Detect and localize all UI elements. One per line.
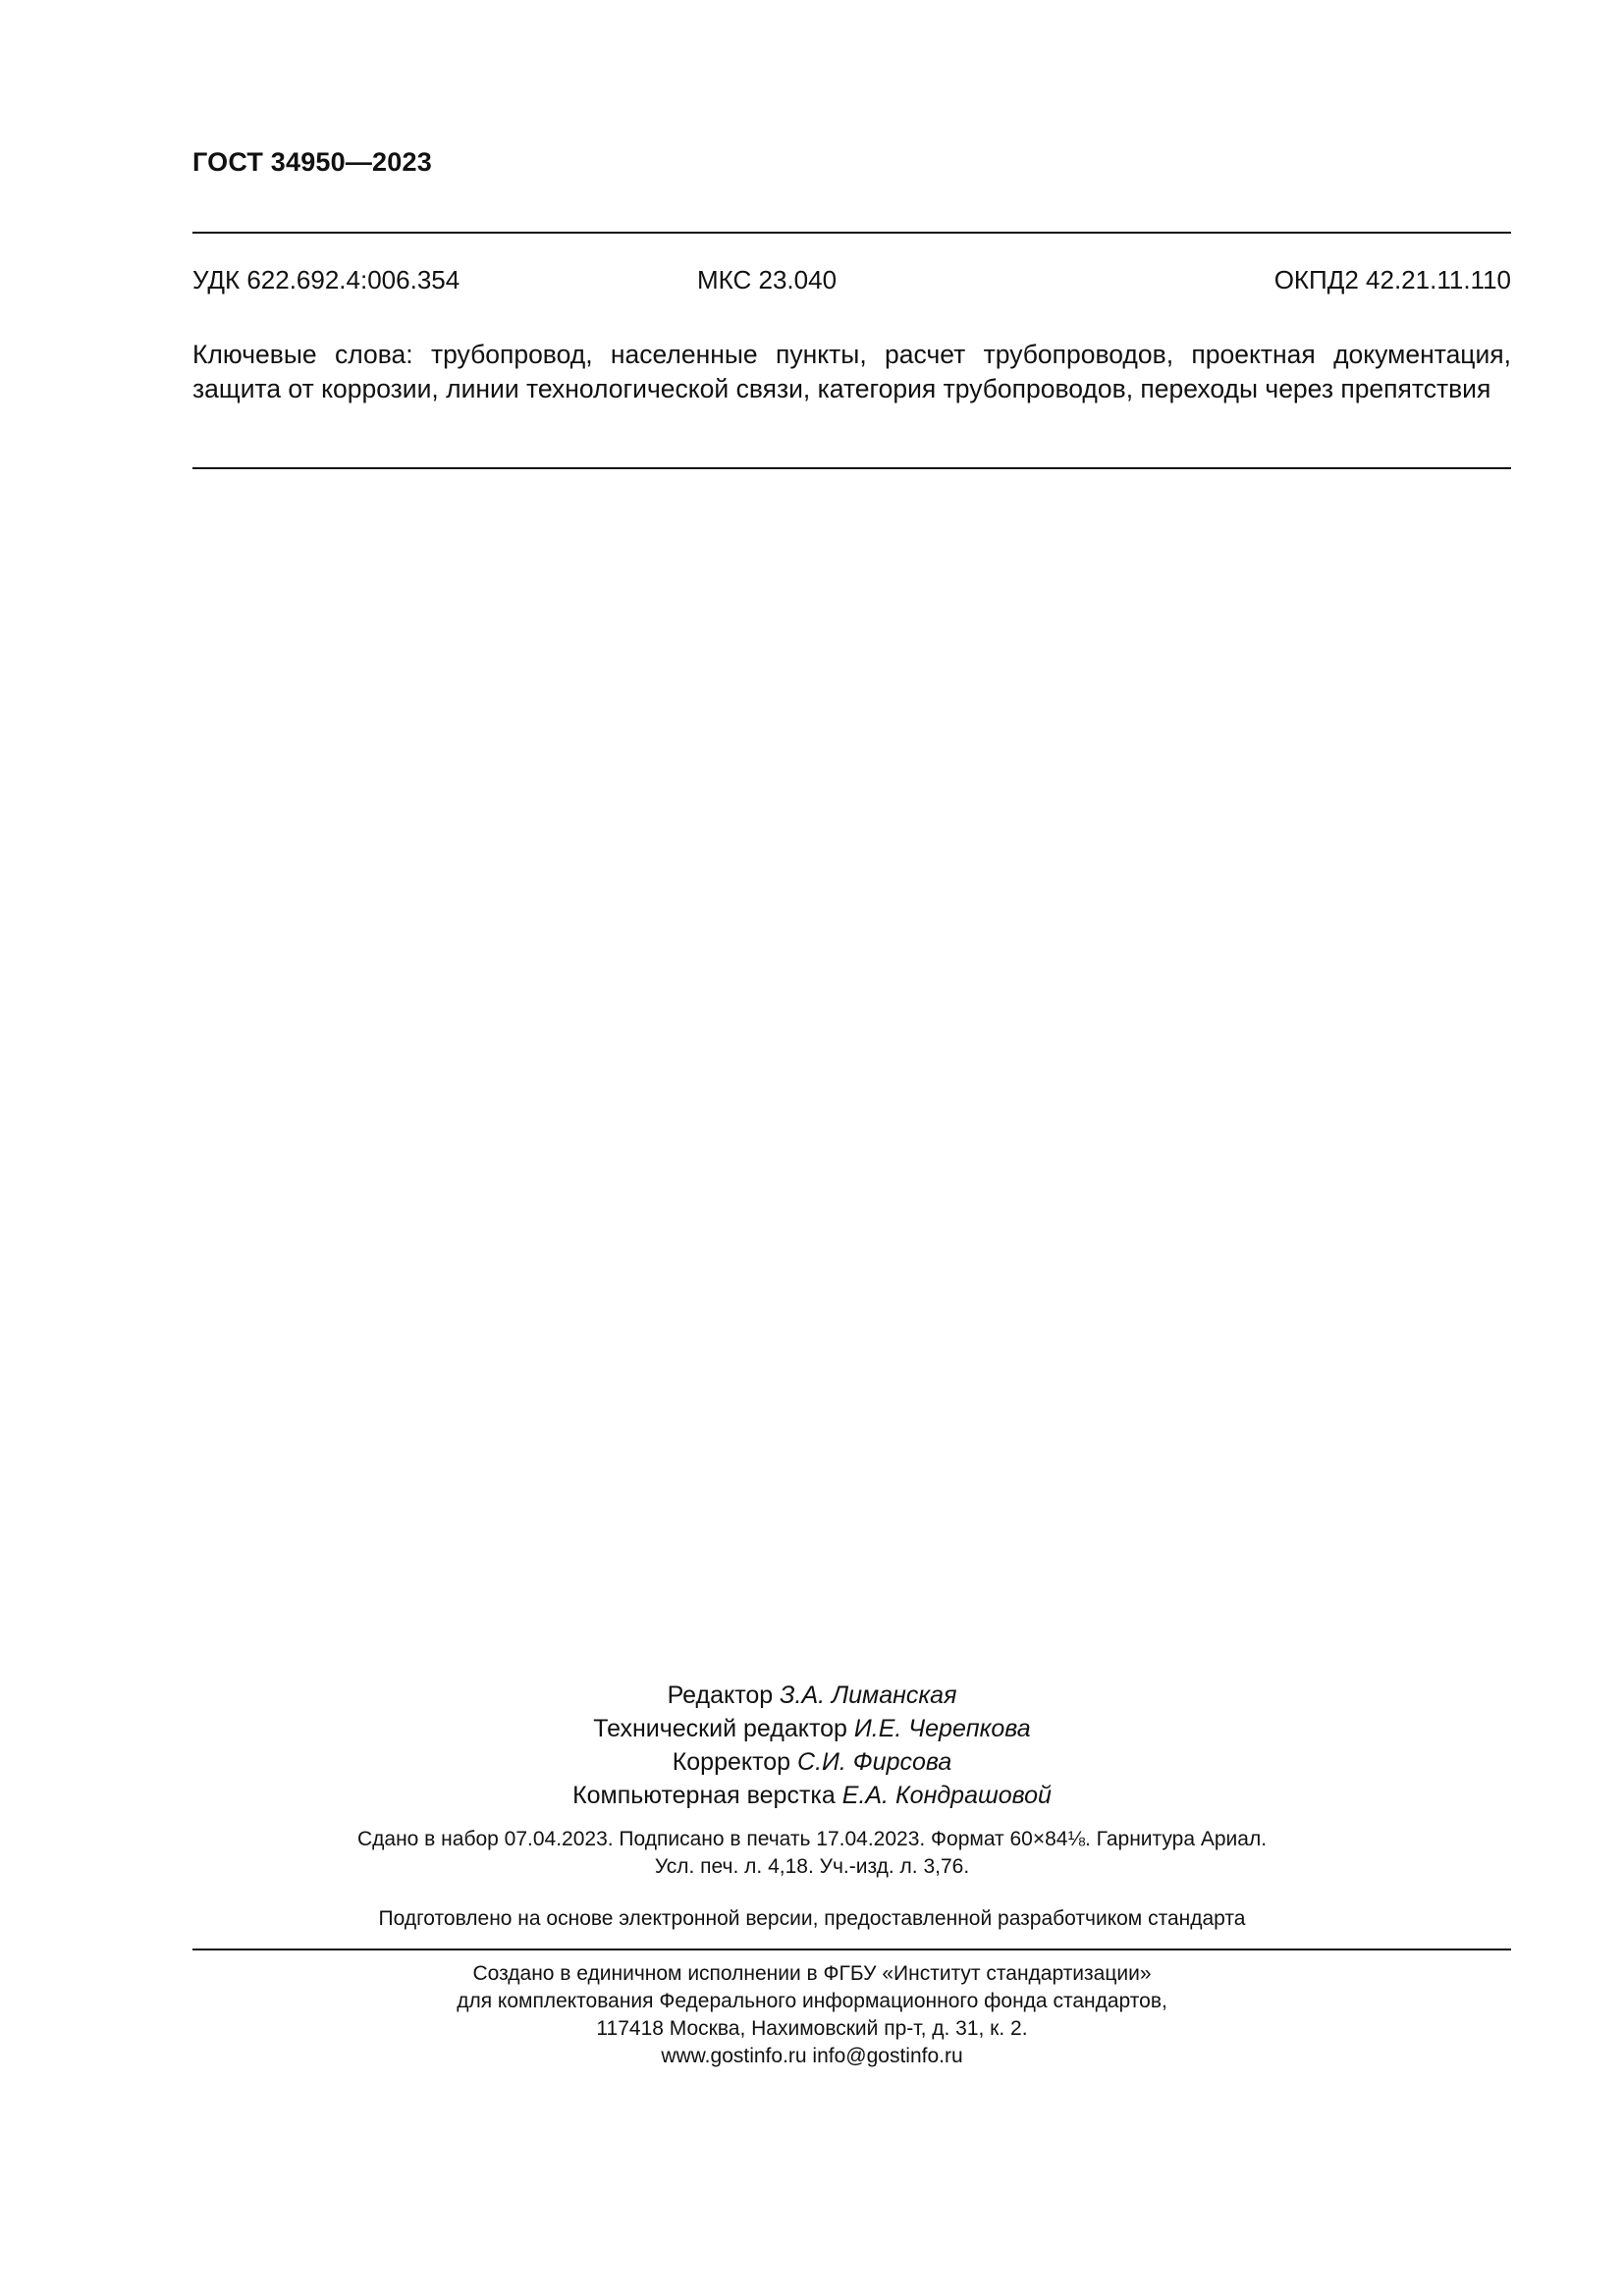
mks-code: МКС 23.040	[697, 265, 838, 294]
credit-proofreader	[0, 1745, 1624, 1779]
credit-role: Технический редактор	[593, 1715, 847, 1742]
document-code: ГОСТ 34950—2023	[192, 147, 432, 177]
credit-tech-editor	[0, 1712, 1624, 1745]
prepared-note: Подготовлено на основе электронной версии, предоставленной разработчиком стандарта	[378, 1907, 1246, 1930]
top-divider	[192, 232, 1511, 234]
publication-info-line: Сдано в набор 07.04.2023. Подписано в печать 17.04.2023. Формат 60×84⅛. Гарнитура Ариал.	[356, 1828, 1268, 1850]
keywords-paragraph: Ключевые слова: трубопровод, населенные пункты, расчет трубопроводов, проектная документация, защита от коррозии, линии технологической связи, категория трубопроводов, переходы через препятствия	[192, 340, 1511, 403]
footer-line: 117418 Москва, Нахимовский пр-т, д. 31, к. 2.	[596, 2017, 1028, 2040]
publication-info-line: Усл. печ. л. 4,18. Уч.-изд. л. 3,76.	[654, 1855, 970, 1878]
publication-info	[0, 1826, 1624, 1881]
credit-name: З.А. Лиманская	[780, 1682, 957, 1709]
credit-name: С.И. Фирсова	[797, 1748, 952, 1776]
footer-divider	[192, 1949, 1511, 1950]
footer-line: Создано в единичном исполнении в ФГБУ «Институт стандартизации»	[472, 1962, 1152, 1985]
footer-line: для комплектования Федерального информационного фонда стандартов,	[457, 1990, 1167, 2012]
credit-name: И.Е. Черепкова	[853, 1715, 1031, 1742]
credit-role: Редактор	[667, 1682, 774, 1709]
credit-role: Корректор	[672, 1748, 791, 1776]
udk-code: УДК 622.692.4:006.354	[192, 265, 460, 294]
credit-name: Е.А. Кондрашовой	[841, 1782, 1052, 1809]
credit-editor	[0, 1679, 1624, 1712]
keywords-divider	[192, 467, 1511, 469]
footer-block	[0, 1960, 1624, 2070]
okpd-code: ОКПД2 42.21.11.110	[1273, 265, 1511, 294]
credit-layout	[0, 1779, 1624, 1812]
credit-role: Компьютерная верстка	[572, 1782, 836, 1809]
footer-line: www.gostinfo.ru info@gostinfo.ru	[661, 2045, 963, 2067]
credits-block	[0, 1679, 1624, 1812]
